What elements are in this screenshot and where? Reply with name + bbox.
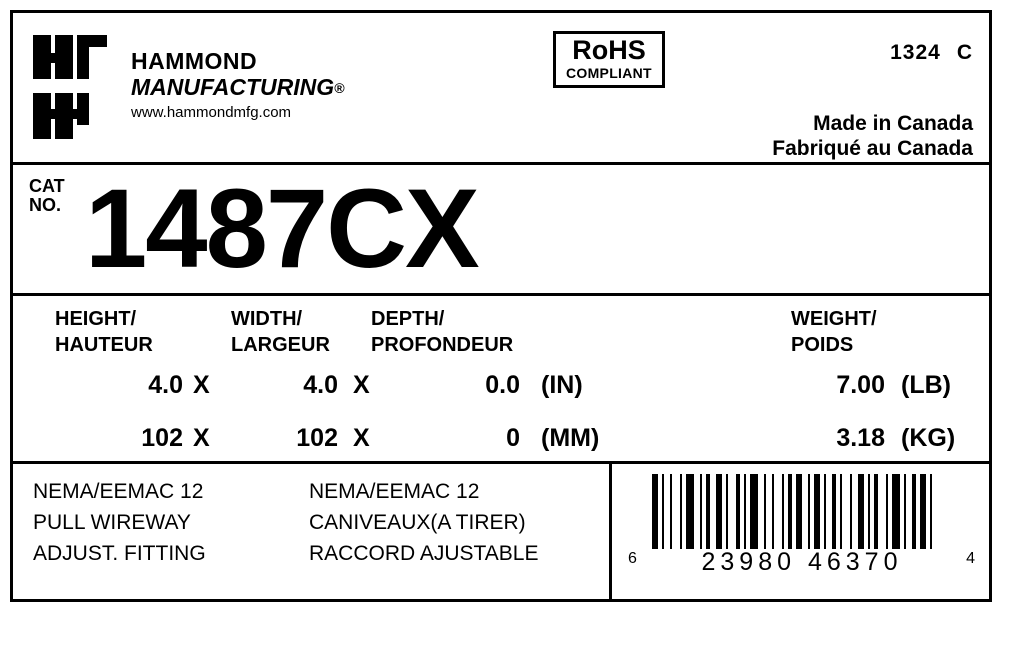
barcode-cell — [609, 464, 989, 599]
depth-header — [371, 306, 513, 358]
catalog-number-label — [29, 177, 65, 215]
label-code-number: 1324 — [890, 41, 941, 64]
rohs-subtitle: COMPLIANT — [566, 65, 652, 81]
hammond-logo-icon — [31, 33, 109, 141]
dimension-unit-mm: (MM) — [541, 424, 600, 452]
width-value-mm: 102 — [296, 424, 338, 452]
description-en-line2: PULL WIREWAY — [33, 511, 191, 534]
registered-mark: ® — [334, 80, 345, 96]
label-code — [890, 41, 973, 65]
dimensions-block — [13, 296, 989, 464]
dimensions-row-imperial — [13, 371, 989, 411]
product-label — [10, 10, 992, 602]
catalog-label-line2: NO. — [29, 195, 62, 215]
depth-header-fr: PROFONDEUR — [371, 334, 514, 356]
height-value-in: 4.0 — [148, 371, 183, 399]
weight-unit-lb: (LB) — [901, 371, 951, 399]
description-french — [309, 476, 539, 569]
description-english — [33, 476, 206, 569]
weight-header — [791, 306, 877, 358]
description-fr-line1: NEMA/EEMAC 12 — [309, 480, 480, 503]
width-value-in: 4.0 — [303, 371, 338, 399]
barcode-right-digit: 4 — [966, 550, 975, 567]
depth-value-mm: 0 — [506, 424, 520, 452]
weight-header-en: WEIGHT/ — [791, 308, 877, 330]
catalog-label-line1: CAT — [29, 176, 65, 196]
depth-header-en: DEPTH/ — [371, 308, 445, 330]
catalog-number-value: 1487CX — [85, 166, 478, 291]
height-header — [55, 306, 153, 358]
origin-french: Fabriqué au Canada — [772, 137, 973, 160]
catalog-number-row — [13, 165, 989, 296]
description-fr-line2: CANIVEAUX(A TIRER) — [309, 511, 526, 534]
dimension-unit-in: (IN) — [541, 371, 583, 399]
height-header-fr: HAUTEUR — [55, 334, 153, 356]
barcode-left-digit: 6 — [628, 550, 637, 567]
weight-value-lb: 7.00 — [836, 371, 885, 399]
barcode-digits: 23980 46370 — [701, 548, 903, 576]
description-en-line1: NEMA/EEMAC 12 — [33, 480, 204, 503]
label-header — [13, 13, 989, 165]
upc-barcode — [652, 474, 952, 549]
dimensions-row-metric — [13, 424, 989, 464]
width-header — [231, 306, 330, 358]
brand-line-2 — [131, 74, 361, 101]
multiplier-2-mm: X — [353, 424, 370, 452]
height-header-en: HEIGHT/ — [55, 308, 137, 330]
depth-value-in: 0.0 — [485, 371, 520, 399]
weight-value-kg: 3.18 — [836, 424, 885, 452]
multiplier-1-mm: X — [193, 424, 210, 452]
brand-wordmark — [131, 49, 361, 123]
description-fr-line3: RACCORD AJUSTABLE — [309, 542, 539, 565]
brand-website: www.hammondmfg.com — [131, 104, 292, 121]
origin-english: Made in Canada — [813, 112, 973, 135]
country-of-origin — [772, 111, 973, 161]
width-header-en: WIDTH/ — [231, 308, 303, 330]
description-en-line3: ADJUST. FITTING — [33, 542, 206, 565]
weight-header-fr: POIDS — [791, 334, 854, 356]
brand-line-1: HAMMOND — [131, 48, 258, 74]
brand-line-2-text: MANUFACTURING — [131, 74, 335, 100]
rohs-badge — [553, 31, 665, 88]
multiplier-1-in: X — [193, 371, 210, 399]
label-code-letter: C — [956, 41, 973, 64]
rohs-title: RoHS — [572, 35, 646, 65]
height-value-mm: 102 — [141, 424, 183, 452]
width-header-fr: LARGEUR — [231, 334, 330, 356]
label-footer — [13, 464, 989, 599]
weight-unit-kg: (KG) — [901, 424, 956, 452]
multiplier-2-in: X — [353, 371, 370, 399]
